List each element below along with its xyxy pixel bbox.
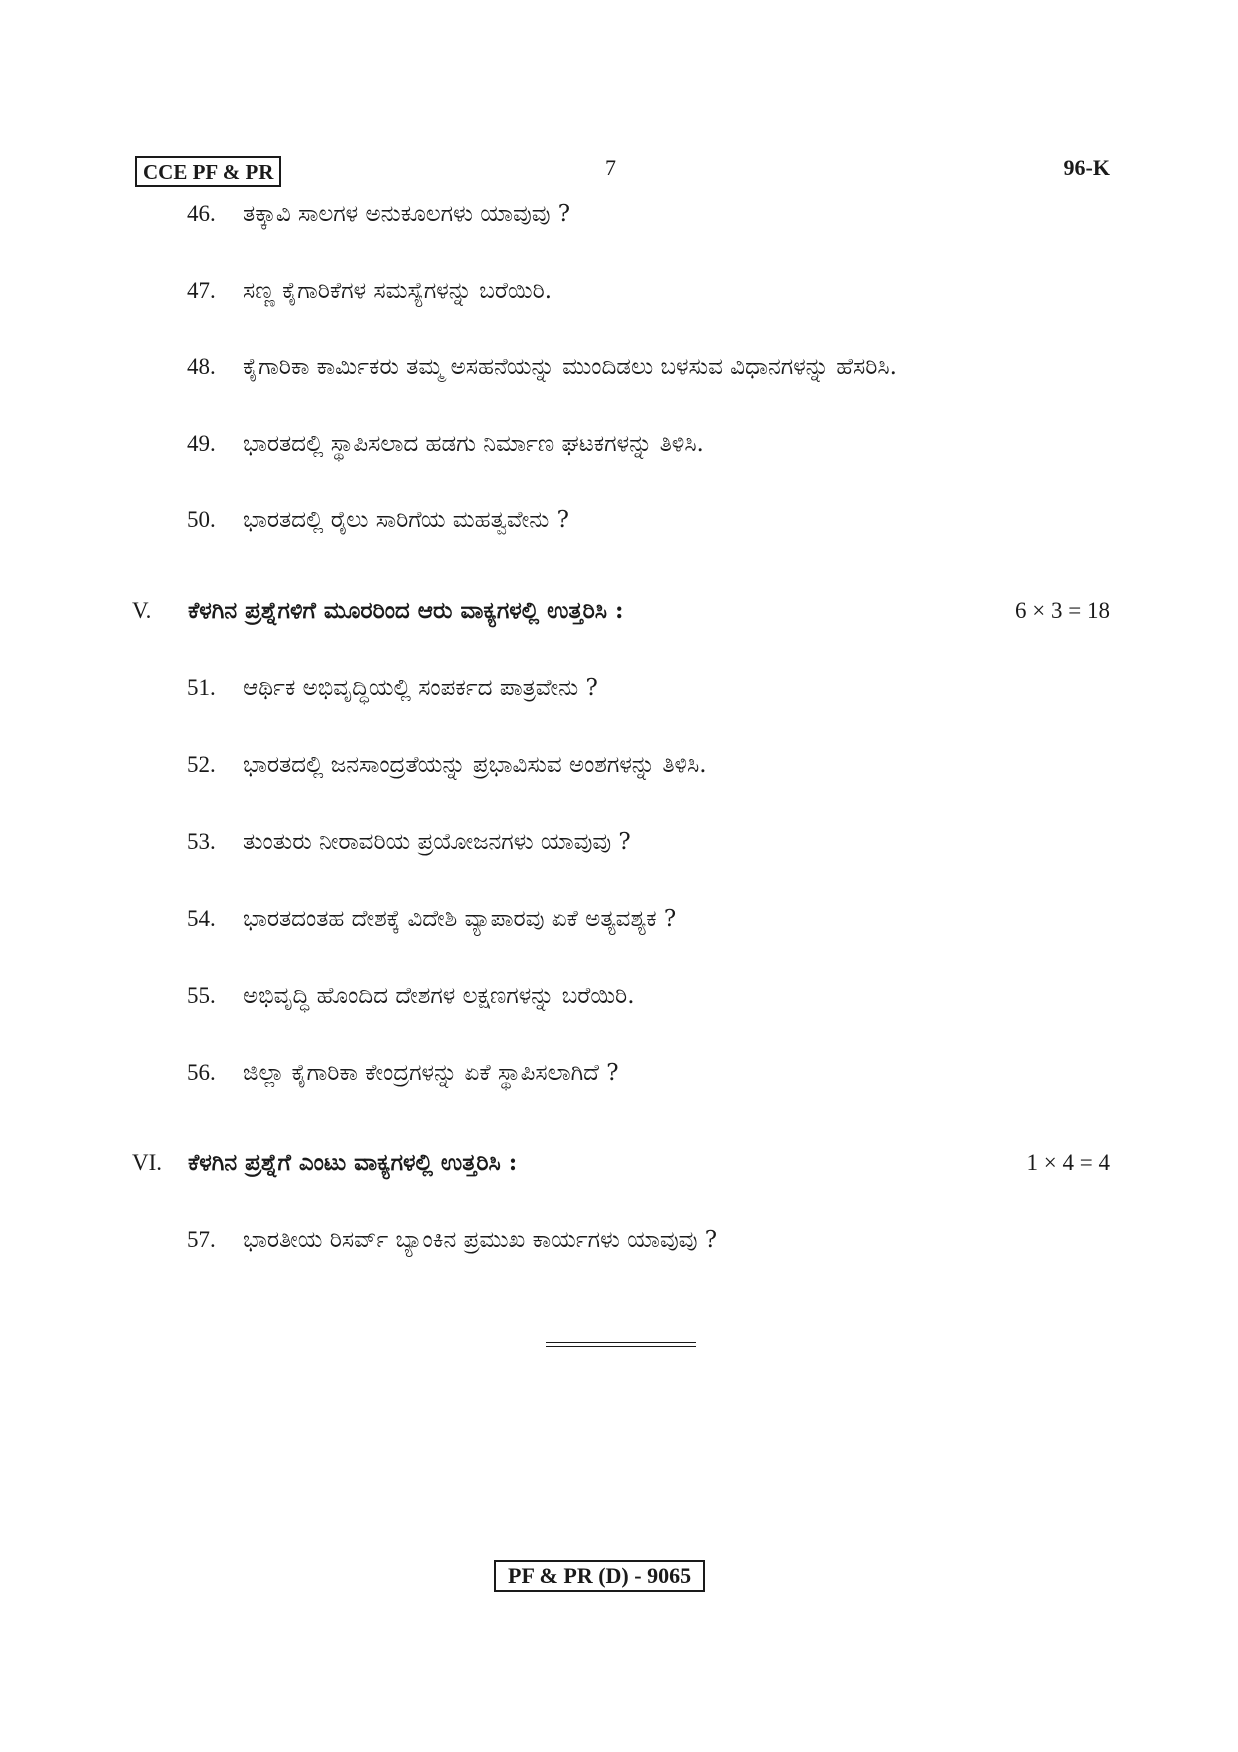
question-48: [187, 352, 897, 382]
section-marks: 1 × 4 = 4: [1026, 1150, 1110, 1175]
question-text: ಭಾರತದಲ್ಲಿ ರೈಲು ಸಾರಿಗೆಯ ಮಹತ್ವವೇನು ?: [243, 507, 569, 533]
question-number: 57.: [187, 1227, 216, 1252]
question-56: [187, 1058, 619, 1088]
question-46: [187, 199, 570, 229]
question-49: [187, 429, 704, 459]
question-number: 56.: [187, 1060, 216, 1085]
question-55: [187, 981, 635, 1011]
section-v-heading: [132, 596, 1110, 626]
page-header: [135, 156, 1110, 190]
question-number: 48.: [187, 354, 216, 379]
question-number: 51.: [187, 675, 216, 700]
end-of-page-rule: [546, 1342, 696, 1347]
subject-code-box: CCE PF & PR: [135, 156, 281, 187]
question-text: ಸಣ್ಣ ಕೈಗಾರಿಕೆಗಳ ಸಮಸ್ಯೆಗಳನ್ನು ಬರೆಯಿರಿ.: [243, 278, 553, 304]
question-50: [187, 505, 569, 535]
section-marks: 6 × 3 = 18: [1015, 598, 1110, 623]
question-text: ಕೈಗಾರಿಕಾ ಕಾರ್ಮಿಕರು ತಮ್ಮ ಅಸಹನೆಯನ್ನು ಮುಂದಿಡಲು ಬಳಸುವ ವಿಧಾನಗಳನ್ನು ಹೆಸರಿಸಿ.: [243, 354, 897, 380]
question-52: [187, 750, 707, 780]
question-text: ಅಭಿವೃದ್ಧಿ ಹೊಂದಿದ ದೇಶಗಳ ಲಕ್ಷಣಗಳನ್ನು ಬರೆಯಿರಿ.: [243, 983, 635, 1009]
question-number: 50.: [187, 507, 216, 532]
question-number: 53.: [187, 829, 216, 854]
question-57: [187, 1225, 717, 1255]
page-number: 7: [605, 155, 616, 180]
question-number: 55.: [187, 983, 216, 1008]
section-instruction: ಕೆಳಗಿನ ಪ್ರಶ್ನೆಗೆ ಎಂಟು ವಾಕ್ಯಗಳಲ್ಲಿ ಉತ್ತರಿಸಿ :: [188, 1149, 518, 1176]
question-text: ಭಾರತದಲ್ಲಿ ಜನಸಾಂದ್ರತೆಯನ್ನು ಪ್ರಭಾವಿಸುವ ಅಂಶಗಳನ್ನು ತಿಳಿಸಿ.: [243, 752, 707, 778]
paper-code: 96-K: [1063, 155, 1110, 180]
question-number: 52.: [187, 752, 216, 777]
question-text: ತುಂತುರು ನೀರಾವರಿಯ ಪ್ರಯೋಜನಗಳು ಯಾವುವು ?: [243, 829, 631, 855]
question-number: 54.: [187, 906, 216, 931]
question-number: 47.: [187, 278, 216, 303]
question-text: ಜಿಲ್ಲಾ ಕೈಗಾರಿಕಾ ಕೇಂದ್ರಗಳನ್ನು ಏಕೆ ಸ್ಥಾಪಿಸಲಾಗಿದೆ ?: [243, 1060, 619, 1086]
question-number: 46.: [187, 201, 216, 226]
question-number: 49.: [187, 431, 216, 456]
question-51: [187, 673, 598, 703]
question-47: [187, 276, 552, 306]
question-53: [187, 827, 631, 857]
question-text: ಆರ್ಥಿಕ ಅಭಿವೃದ್ಧಿಯಲ್ಲಿ ಸಂಪರ್ಕದ ಪಾತ್ರವೇನು ?: [243, 675, 598, 701]
section-instruction: ಕೆಳಗಿನ ಪ್ರಶ್ನೆಗಳಿಗೆ ಮೂರರಿಂದ ಆರು ವಾಕ್ಯಗಳಲ್ಲಿ ಉತ್ತರಿಸಿ :: [188, 597, 624, 624]
question-text: ಭಾರತದಂತಹ ದೇಶಕ್ಕೆ ವಿದೇಶಿ ವ್ಯಾಪಾರವು ಏಕೆ ಅತ್ಯವಶ್ಯಕ ?: [243, 906, 677, 932]
section-vi-heading: [132, 1148, 1110, 1178]
question-text: ಭಾರತೀಯ ರಿಸರ್ವ್ ಬ್ಯಾಂಕಿನ ಪ್ರಮುಖ ಕಾರ್ಯಗಳು ಯಾವುವು ?: [243, 1227, 718, 1253]
section-numeral: VI.: [132, 1150, 163, 1175]
section-numeral: V.: [132, 598, 152, 623]
question-54: [187, 904, 676, 934]
question-text: ತಕ್ಕಾವಿ ಸಾಲಗಳ ಅನುಕೂಲಗಳು ಯಾವುವು ?: [243, 201, 571, 227]
footer-code-box: PF & PR (D) - 9065: [494, 1560, 705, 1592]
question-text: ಭಾರತದಲ್ಲಿ ಸ್ಥಾಪಿಸಲಾದ ಹಡಗು ನಿರ್ಮಾಣ ಘಟಕಗಳನ್ನು ತಿಳಿಸಿ.: [243, 431, 704, 457]
